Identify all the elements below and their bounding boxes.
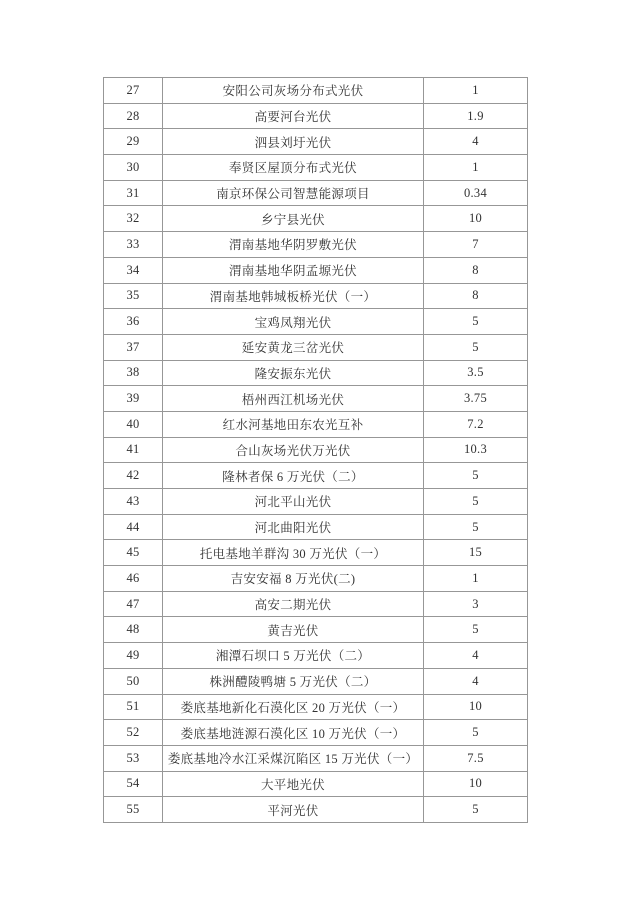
table-row xyxy=(104,78,528,104)
table-row xyxy=(104,334,528,360)
cell-capacity-value: 10.3 xyxy=(424,437,528,463)
table-row xyxy=(104,283,528,309)
cell-row-number: 47 xyxy=(104,591,163,617)
cell-capacity-value: 10 xyxy=(424,206,528,232)
cell-row-number: 42 xyxy=(104,463,163,489)
cell-capacity-value: 5 xyxy=(424,514,528,540)
cell-row-number: 39 xyxy=(104,386,163,412)
cell-project-name: 延安黄龙三岔光伏 xyxy=(163,334,424,360)
cell-row-number: 52 xyxy=(104,720,163,746)
cell-capacity-value: 4 xyxy=(424,643,528,669)
table-row xyxy=(104,360,528,386)
cell-capacity-value: 0.34 xyxy=(424,180,528,206)
cell-project-name: 合山灰场光伏万光伏 xyxy=(163,437,424,463)
table-row xyxy=(104,566,528,592)
table-row xyxy=(104,617,528,643)
cell-row-number: 38 xyxy=(104,360,163,386)
table-row xyxy=(104,180,528,206)
cell-capacity-value: 3.75 xyxy=(424,386,528,412)
cell-row-number: 35 xyxy=(104,283,163,309)
cell-row-number: 30 xyxy=(104,155,163,181)
cell-project-name: 河北曲阳光伏 xyxy=(163,514,424,540)
cell-project-name: 娄底基地新化石漠化区 20 万光伏（一） xyxy=(163,694,424,720)
cell-project-name: 托电基地羊群沟 30 万光伏（一） xyxy=(163,540,424,566)
cell-row-number: 55 xyxy=(104,797,163,823)
cell-capacity-value: 5 xyxy=(424,463,528,489)
cell-row-number: 49 xyxy=(104,643,163,669)
table-row xyxy=(104,129,528,155)
table-row xyxy=(104,540,528,566)
cell-capacity-value: 5 xyxy=(424,720,528,746)
cell-capacity-value: 10 xyxy=(424,694,528,720)
table-row xyxy=(104,797,528,823)
cell-capacity-value: 1.9 xyxy=(424,103,528,129)
table-row xyxy=(104,411,528,437)
cell-project-name: 平河光伏 xyxy=(163,797,424,823)
cell-project-name: 渭南基地韩城板桥光伏（一） xyxy=(163,283,424,309)
cell-capacity-value: 3.5 xyxy=(424,360,528,386)
cell-capacity-value: 5 xyxy=(424,309,528,335)
cell-project-name: 南京环保公司智慧能源项目 xyxy=(163,180,424,206)
table-row xyxy=(104,643,528,669)
cell-row-number: 50 xyxy=(104,668,163,694)
cell-project-name: 渭南基地华阴孟塬光伏 xyxy=(163,257,424,283)
cell-capacity-value: 7.5 xyxy=(424,745,528,771)
table-row xyxy=(104,489,528,515)
cell-capacity-value: 8 xyxy=(424,283,528,309)
cell-project-name: 乡宁县光伏 xyxy=(163,206,424,232)
cell-project-name: 河北平山光伏 xyxy=(163,489,424,515)
cell-row-number: 43 xyxy=(104,489,163,515)
cell-project-name: 大平地光伏 xyxy=(163,771,424,797)
table-row xyxy=(104,103,528,129)
table-row xyxy=(104,745,528,771)
table-row xyxy=(104,437,528,463)
cell-project-name: 娄底基地冷水江采煤沉陷区 15 万光伏（一） xyxy=(163,745,424,771)
cell-row-number: 36 xyxy=(104,309,163,335)
cell-project-name: 宝鸡凤翔光伏 xyxy=(163,309,424,335)
cell-capacity-value: 5 xyxy=(424,334,528,360)
cell-row-number: 41 xyxy=(104,437,163,463)
cell-capacity-value: 1 xyxy=(424,78,528,104)
cell-row-number: 37 xyxy=(104,334,163,360)
cell-row-number: 46 xyxy=(104,566,163,592)
cell-row-number: 32 xyxy=(104,206,163,232)
cell-capacity-value: 15 xyxy=(424,540,528,566)
cell-project-name: 渭南基地华阴罗敷光伏 xyxy=(163,232,424,258)
table-row xyxy=(104,155,528,181)
table-row xyxy=(104,591,528,617)
cell-capacity-value: 5 xyxy=(424,797,528,823)
cell-row-number: 53 xyxy=(104,745,163,771)
cell-project-name: 泗县刘圩光伏 xyxy=(163,129,424,155)
cell-capacity-value: 5 xyxy=(424,617,528,643)
cell-row-number: 31 xyxy=(104,180,163,206)
cell-capacity-value: 7 xyxy=(424,232,528,258)
cell-project-name: 黄吉光伏 xyxy=(163,617,424,643)
cell-row-number: 45 xyxy=(104,540,163,566)
cell-row-number: 54 xyxy=(104,771,163,797)
cell-row-number: 33 xyxy=(104,232,163,258)
cell-project-name: 高要河台光伏 xyxy=(163,103,424,129)
cell-project-name: 安阳公司灰场分布式光伏 xyxy=(163,78,424,104)
cell-row-number: 51 xyxy=(104,694,163,720)
cell-project-name: 红水河基地田东农光互补 xyxy=(163,411,424,437)
cell-capacity-value: 4 xyxy=(424,129,528,155)
cell-capacity-value: 4 xyxy=(424,668,528,694)
cell-project-name: 梧州西江机场光伏 xyxy=(163,386,424,412)
table-row xyxy=(104,206,528,232)
cell-row-number: 28 xyxy=(104,103,163,129)
cell-project-name: 奉贤区屋顶分布式光伏 xyxy=(163,155,424,181)
cell-row-number: 34 xyxy=(104,257,163,283)
cell-row-number: 40 xyxy=(104,411,163,437)
cell-row-number: 27 xyxy=(104,78,163,104)
cell-project-name: 隆安振东光伏 xyxy=(163,360,424,386)
table-row xyxy=(104,386,528,412)
cell-project-name: 娄底基地涟源石漠化区 10 万光伏（一） xyxy=(163,720,424,746)
cell-capacity-value: 3 xyxy=(424,591,528,617)
table-row xyxy=(104,232,528,258)
cell-project-name: 高安二期光伏 xyxy=(163,591,424,617)
table-row xyxy=(104,694,528,720)
project-table xyxy=(103,77,528,823)
cell-capacity-value: 5 xyxy=(424,489,528,515)
cell-project-name: 湘潭石坝口 5 万光伏（二） xyxy=(163,643,424,669)
cell-project-name: 吉安安福 8 万光伏(二) xyxy=(163,566,424,592)
cell-capacity-value: 1 xyxy=(424,566,528,592)
table-row xyxy=(104,514,528,540)
cell-capacity-value: 1 xyxy=(424,155,528,181)
table-row xyxy=(104,668,528,694)
table-row xyxy=(104,257,528,283)
cell-capacity-value: 7.2 xyxy=(424,411,528,437)
table-row xyxy=(104,309,528,335)
cell-project-name: 隆林者保 6 万光伏（二） xyxy=(163,463,424,489)
cell-row-number: 44 xyxy=(104,514,163,540)
cell-row-number: 29 xyxy=(104,129,163,155)
table-row xyxy=(104,463,528,489)
cell-project-name: 株洲醴陵鸭塘 5 万光伏（二） xyxy=(163,668,424,694)
cell-capacity-value: 10 xyxy=(424,771,528,797)
table-row xyxy=(104,771,528,797)
cell-capacity-value: 8 xyxy=(424,257,528,283)
table-row xyxy=(104,720,528,746)
cell-row-number: 48 xyxy=(104,617,163,643)
